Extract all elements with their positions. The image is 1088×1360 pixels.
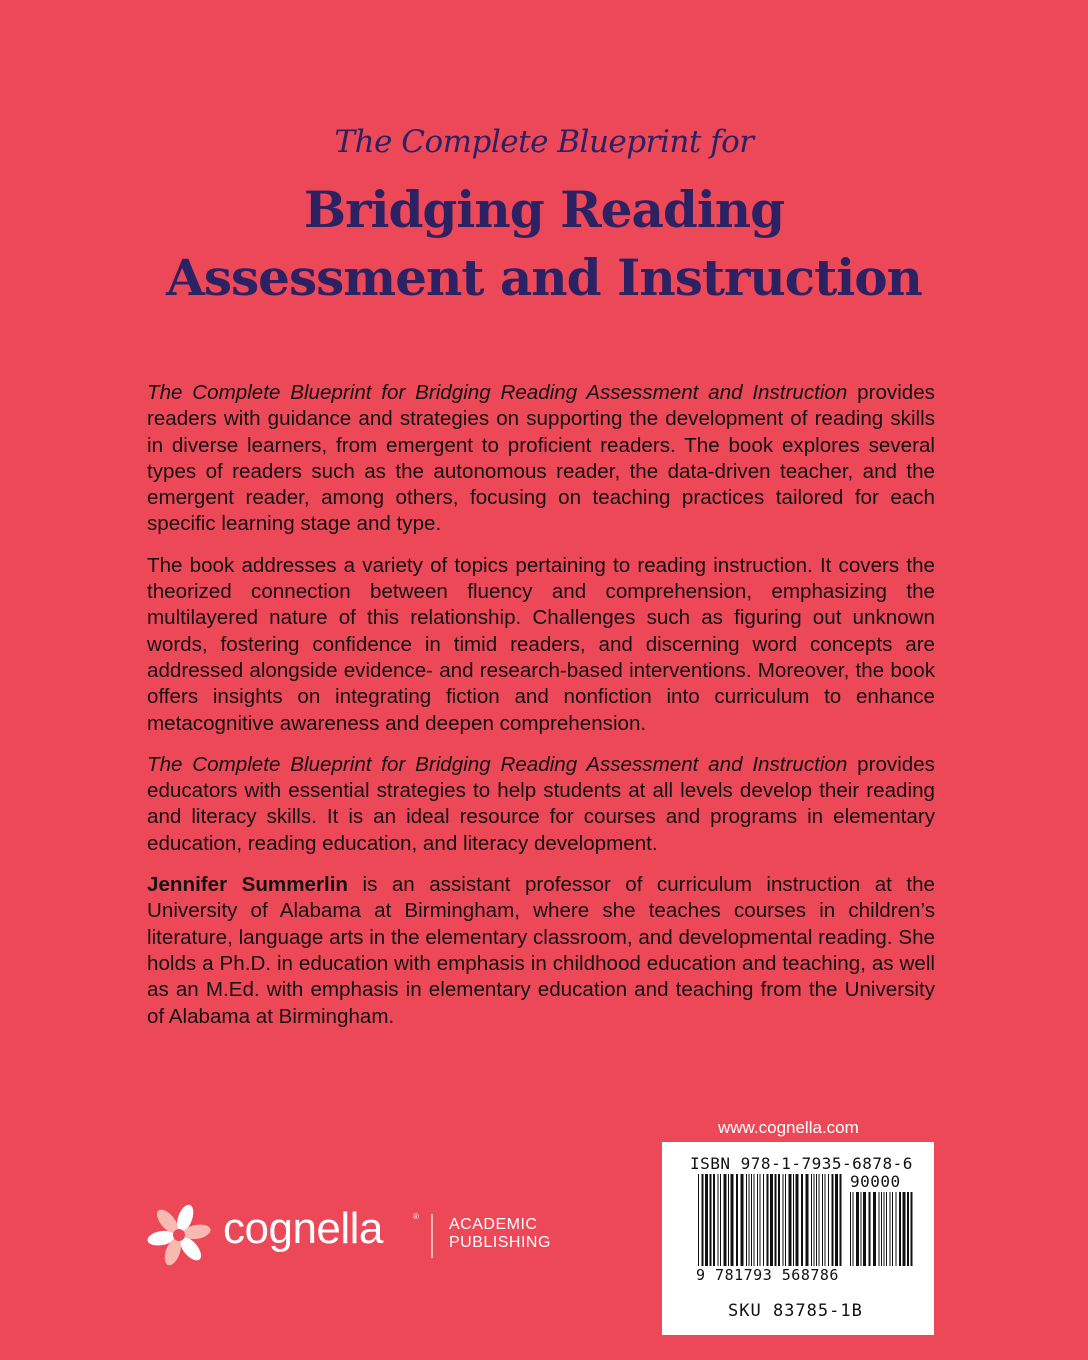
- publisher-tagline: ACADEMIC PUBLISHING: [449, 1216, 551, 1251]
- author-name: Jennifer Summerlin: [147, 873, 349, 897]
- title-line-2: Assessment and Instruction: [166, 248, 922, 307]
- isbn-number: ISBN 978-1-7935-6878-6: [690, 1154, 913, 1173]
- book-title-italic: The Complete Blueprint for Bridging Reading Assessment and Instruction: [147, 381, 848, 404]
- description-paragraph-2: The book addresses a variety of topics pertaining to reading instruction. It covers the theorized connection between fluency and comprehension, emphasizing the multilayered nature of this relationship. Challenges such as figuring out unknown words, fostering confidence in timid readers, and discerning word concepts are addressed alongside evidence- and research-based interventions. Moreover, the book offers insights on integrating fiction and nonfiction into curriculum to enhance metacognitive awareness and deepen comprehension.: [147, 553, 935, 735]
- description-paragraph-3: The Complete Blueprint for Bridging Reading Assessment and Instruction provides educators with essential strategies to help students at all levels develop their reading and literacy skills. It is an ideal resource for courses and programs in elementary education, reading education, and literacy development.: [147, 752, 935, 855]
- publisher-name: cognella: [223, 1204, 383, 1253]
- publisher-website: www.cognella.com: [718, 1118, 859, 1137]
- registered-mark: ®: [413, 1212, 419, 1221]
- publisher-logo: [143, 1200, 583, 1270]
- title-line-1: Bridging Reading: [303, 180, 785, 239]
- flower-petal-icon: [143, 1200, 215, 1270]
- description: [147, 380, 935, 1045]
- logo-divider: [431, 1214, 433, 1258]
- author-bio: Jennifer Summerlin is an assistant professor of curriculum instruction at the University of Alabama at Birmingham, where she teaches courses in children’s literature, language arts in the elementary classroom, and developmental reading. She holds a Ph.D. in education with emphasis in childhood education and teaching, as well as an M.Ed. with emphasis in elementary education and teaching from the University of Alabama at Birmingham.: [147, 873, 935, 1028]
- barcode-panel: [662, 1142, 934, 1335]
- book-title-italic: The Complete Blueprint for Bridging Reading Assessment and Instruction: [147, 752, 848, 776]
- book-title: [0, 176, 1088, 312]
- subtitle: The Complete Blueprint for: [334, 124, 754, 160]
- barcode-digits: 9 781793 568786: [696, 1266, 839, 1284]
- barcode-addon-number: 90000: [850, 1172, 901, 1191]
- sku-number: SKU 83785-1B: [728, 1301, 863, 1321]
- description-paragraph-1: The Complete Blueprint for Bridging Reading Assessment and Instruction provides readers with guidance and strategies on supporting the development of reading skills in diverse learners, from emergent to proficient readers. The book explores several types of readers such as the autonomous reader, the data-driven teacher, and the emergent reader, among others, focusing on teaching practices tailored for each specific learning stage and type.: [147, 381, 935, 536]
